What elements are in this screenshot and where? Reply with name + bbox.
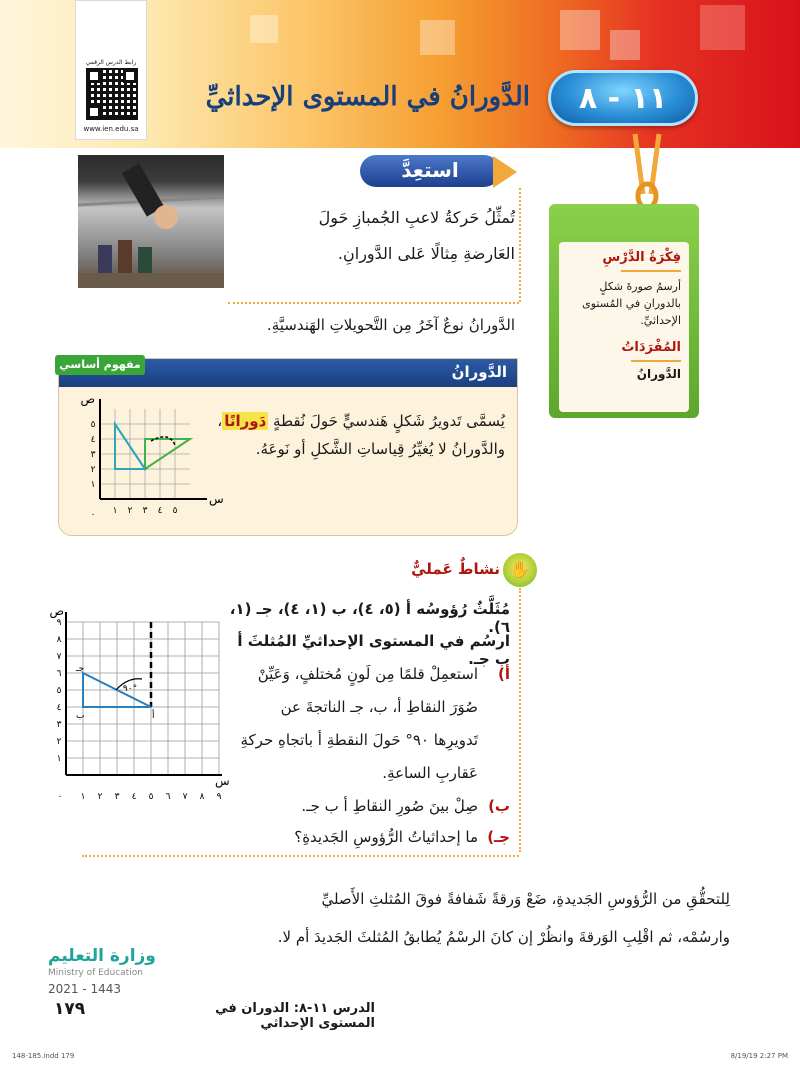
gymnast-photo bbox=[78, 155, 224, 288]
dotted-divider bbox=[519, 188, 521, 302]
dotted-divider bbox=[228, 302, 519, 304]
concept-highlight-term: دَورانًا bbox=[224, 412, 267, 430]
vocab-term: الدَّورانُ bbox=[636, 367, 681, 381]
qr-url[interactable]: www.ien.edu.sa bbox=[83, 125, 139, 133]
banner-tile bbox=[610, 30, 640, 60]
qr-panel bbox=[75, 0, 147, 140]
step-a-line-2: صُوَرَ النقاطِ أ، ب، جـ الناتجةَ عن bbox=[280, 698, 478, 716]
lanyard-strap-icon bbox=[629, 134, 665, 210]
qr-code-icon[interactable] bbox=[86, 68, 138, 120]
concept-text-before: يُسمَّى تَدويرُ شَكلٍ هَندسيٍّ حَولَ نُقطةٍ bbox=[268, 412, 505, 430]
graph-origin: ٠ bbox=[57, 792, 63, 802]
activity-grid-graph bbox=[49, 604, 230, 807]
step-c-label: جـ) bbox=[487, 828, 510, 846]
x-tick: ٢ bbox=[127, 506, 133, 516]
page-number: ١٧٩ bbox=[54, 999, 86, 1019]
x-tick: ١ bbox=[80, 792, 86, 802]
y-tick: ٦ bbox=[56, 669, 62, 679]
activity-instruction: ارسُم في المستوى الإحداثيِّ المُثلثَ أ ب جـ. bbox=[237, 632, 510, 668]
y-tick: ٢ bbox=[56, 737, 62, 747]
y-tick: ٤ bbox=[56, 703, 62, 713]
banner-tile bbox=[700, 5, 745, 50]
y-tick: ٣ bbox=[56, 720, 62, 730]
key-concept-line-2: والدَّورانُ لا يُغيِّرُ قِياساتِ الشَّكلِ أو نَوعَهُ. bbox=[255, 440, 505, 458]
rotation-example-graph bbox=[67, 392, 224, 533]
x-tick: ٤ bbox=[131, 792, 137, 802]
ready-label: استعِدَّ bbox=[360, 155, 500, 187]
x-tick: ٥ bbox=[148, 792, 154, 802]
ready-line-2: العَارضةِ مِثالًا عَلى الدَّورانِ. bbox=[337, 244, 515, 263]
hands-on-title: نشاطٌ عَمليٌّ bbox=[411, 560, 500, 578]
verify-line-1: لِلتحقُّقِ من الرُّؤوسِ الجَديدةِ، ضَعْ وَرقةً شَفافةً فوقَ المُثلثِ الأَصليِّ bbox=[321, 890, 730, 908]
edition-year: 2021 - 1443 bbox=[48, 982, 122, 996]
step-a-label: أ) bbox=[498, 665, 510, 683]
ministry-logo-text: وزارة التعليم bbox=[48, 946, 156, 966]
x-tick: ٢ bbox=[97, 792, 103, 802]
y-tick: ٤ bbox=[90, 435, 96, 445]
intro-text: الدَّورانُ نوعٌ آخَرُ مِن التَّحويلاتِ الهَندسيَّةِ. bbox=[266, 316, 515, 334]
hands-icon: ✋ bbox=[503, 553, 537, 587]
key-concept-title: الدَّورانُ bbox=[451, 363, 507, 381]
step-a-line-4: عَقاربِ الساعةِ. bbox=[382, 764, 478, 782]
key-concept-tag: مفهوم أساسي bbox=[55, 355, 145, 375]
point-b-label: ب bbox=[76, 711, 85, 721]
banner-tile bbox=[560, 10, 600, 50]
activity-vertices: مُثَلَّثٌ رُؤوسُه أ (٥، ٤)، ب (١، ٤)، جـ (١، ٦). bbox=[229, 600, 510, 636]
step-a-line-3: تَدويرِها ٩٠° حَولَ النقطةِ أ باتجاهِ حركةِ bbox=[240, 731, 478, 749]
point-a-label: أ bbox=[152, 711, 155, 721]
gymnast-figure-icon bbox=[78, 155, 224, 288]
banner-tile bbox=[420, 20, 455, 55]
lesson-card bbox=[549, 204, 699, 418]
heading-underline bbox=[631, 360, 681, 362]
y-tick: ٩ bbox=[56, 618, 62, 628]
x-tick: ٥ bbox=[172, 506, 178, 516]
y-tick: ١ bbox=[90, 480, 96, 490]
x-tick: ١ bbox=[112, 506, 118, 516]
x-tick: ٨ bbox=[199, 792, 205, 802]
graph-x-label: س bbox=[215, 774, 230, 788]
lesson-reference: الدرس ١١-٨: الدوران في المستوى الإحداثي bbox=[215, 1001, 375, 1031]
graph-y-label: ص bbox=[80, 392, 95, 406]
angle-label: ٩٠° bbox=[122, 684, 138, 694]
ready-line-1: تُمثِّلُ حَركةُ لاعبِ الجُمبازِ حَولَ bbox=[318, 208, 515, 227]
verify-text bbox=[70, 880, 730, 956]
qr-corner bbox=[87, 69, 101, 83]
qr-corner bbox=[123, 69, 137, 83]
vocab-heading: المُفْرَدَاتُ bbox=[621, 340, 681, 355]
x-tick: ٣ bbox=[142, 506, 148, 516]
lesson-card-inner bbox=[559, 242, 689, 412]
lesson-title: الدَّورانُ في المستوى الإحداثيِّ bbox=[205, 82, 530, 112]
x-tick: ٩ bbox=[216, 792, 222, 802]
step-a-line-1: استعمِلْ قلمًا مِن لَونٍ مُختلفٍ، وَعَيِّنْ bbox=[257, 665, 478, 683]
lesson-number-badge: ١١ - ٨ bbox=[548, 70, 698, 126]
lesson-idea-text: أرسمُ صورةَ شكلٍ بالدورانِ في المُستوى الإحداثيِّ. bbox=[582, 280, 681, 327]
y-tick: ٣ bbox=[90, 450, 96, 460]
step-b-text: صِلْ بينَ صُورِ النقاطِ أ ب جـ. bbox=[301, 797, 478, 815]
lesson-idea-heading: فِكْرَةُ الدَّرْسِ bbox=[602, 250, 681, 265]
ready-arrow-icon bbox=[493, 156, 517, 188]
dotted-divider bbox=[519, 588, 521, 852]
y-tick: ٢ bbox=[90, 465, 96, 475]
qr-label: رابط الدرس الرقمي bbox=[85, 59, 137, 66]
graph-origin: ٠ bbox=[90, 510, 96, 520]
y-tick: ١ bbox=[56, 754, 62, 764]
ready-text bbox=[240, 200, 515, 272]
qr-corner bbox=[87, 105, 101, 119]
step-b-label: ب) bbox=[488, 797, 510, 815]
x-tick: ٣ bbox=[114, 792, 120, 802]
key-concept-line-1 bbox=[205, 407, 505, 435]
concept-text-after: ، bbox=[217, 412, 223, 430]
y-tick: ٥ bbox=[56, 686, 62, 696]
key-concept-box bbox=[58, 358, 518, 536]
x-tick: ٧ bbox=[182, 792, 188, 802]
x-tick: ٤ bbox=[157, 506, 163, 516]
print-slug-right: 8/19/19 2:27 PM bbox=[730, 1052, 788, 1060]
y-tick: ٧ bbox=[56, 652, 62, 662]
ministry-english: Ministry of Education bbox=[48, 968, 143, 978]
banner-tile bbox=[250, 15, 278, 43]
graph-y-label: ص bbox=[49, 604, 64, 618]
y-tick: ٨ bbox=[56, 635, 62, 645]
step-c-text: ما إحداثياتُ الرُّؤوسِ الجَديدةِ؟ bbox=[294, 828, 478, 846]
y-tick: ٥ bbox=[90, 420, 96, 430]
heading-underline bbox=[621, 270, 681, 272]
graph-x-label: س bbox=[209, 492, 224, 506]
key-concept-text bbox=[205, 407, 505, 463]
x-tick: ٦ bbox=[165, 792, 171, 802]
point-c-label: جـ bbox=[76, 664, 85, 674]
dotted-divider bbox=[82, 855, 519, 857]
verify-line-2: وارسُمْه، ثم اقْلِبِ الوَرقةَ وانظُرْ إن كانَ الرسْمُ يُطابقُ المُثلثَ الجَديدَ أم لا. bbox=[277, 928, 730, 946]
print-slug-left: 148-185.indd 179 bbox=[12, 1052, 75, 1060]
